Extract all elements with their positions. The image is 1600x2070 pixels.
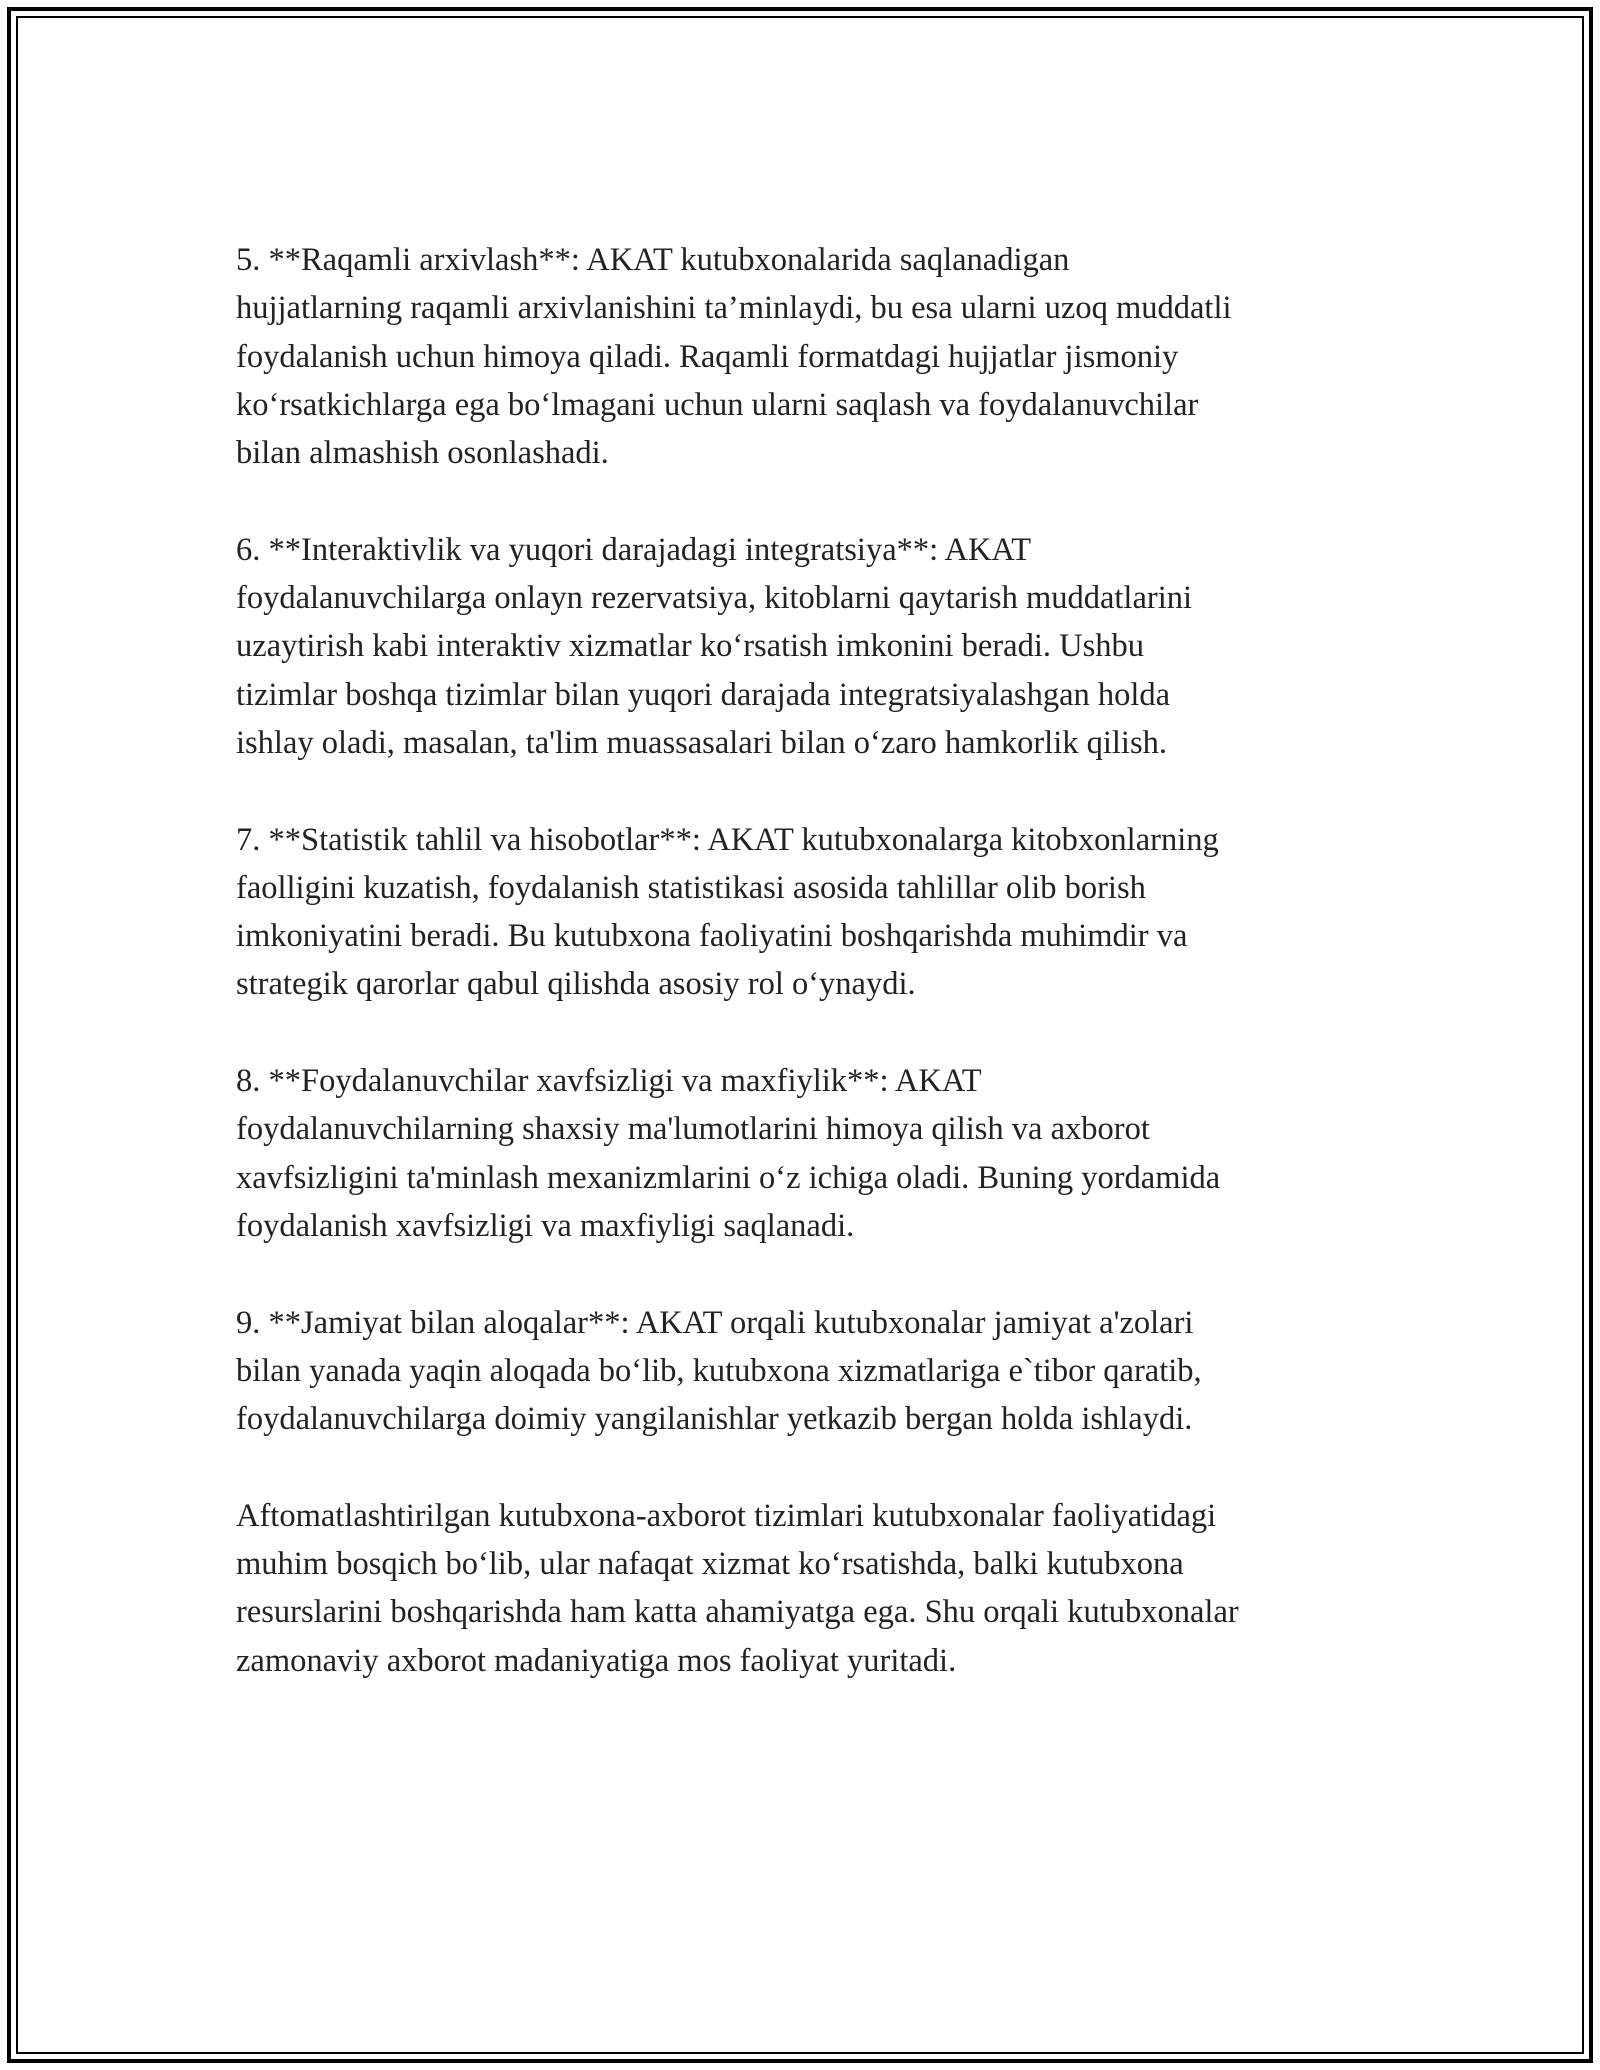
text-line: ishlay oladi, masalan, ta'lim muassasalari bilan o‘zaro hamkorlik qilish. xyxy=(236,724,1167,761)
text-line: foydalanish xavfsizligi va maxfiyligi saqlanadi. xyxy=(236,1207,855,1244)
text-line: 9. **Jamiyat bilan aloqalar**: AKAT orqali kutubxonalar jamiyat a'zolari xyxy=(236,1304,1194,1341)
text-line: zamonaviy axborot madaniyatiga mos faoliyat yuritadi. xyxy=(236,1642,957,1679)
text-line: 7. **Statistik tahlil va hisobotlar**: AKAT kutubxonalarga kitobxonlarning xyxy=(236,821,1219,858)
text-line: 8. **Foydalanuvchilar xavfsizligi va maxfiylik**: AKAT xyxy=(236,1063,982,1100)
text-line: 6. **Interaktivlik va yuqori darajadagi integratsiya**: AKAT xyxy=(236,531,1032,568)
text-line: foydalanish uchun himoya qiladi. Raqamli formatdagi hujjatlar jismoniy xyxy=(236,338,1179,375)
paragraph-item-6-interaktivlik xyxy=(236,526,1396,767)
text-line: hujjatlarning raqamli arxivlanishini ta’minlaydi, bu esa ularni uzoq muddatli xyxy=(236,290,1232,327)
text-line: imkoniyatini beradi. Bu kutubxona faoliyatini boshqarishda muhimdir va xyxy=(236,918,1188,955)
text-line: faolligini kuzatish, foydalanish statistikasi asosida tahlillar olib borish xyxy=(236,869,1146,906)
paragraph-item-5-raqamli-arxivlash xyxy=(236,236,1396,477)
text-line: tizimlar boshqa tizimlar bilan yuqori darajada integratsiyalashgan holda xyxy=(236,676,1171,713)
text-line: xavfsizligini ta'minlash mexanizmlarini o‘z ichiga oladi. Buning yordamida xyxy=(236,1159,1221,1196)
text-line: strategik qarorlar qabul qilishda asosiy rol o‘ynaydi. xyxy=(236,966,916,1003)
text-line: ko‘rsatkichlarga ega bo‘lmagani uchun ularni saqlash va foydalanuvchilar xyxy=(236,386,1199,423)
text-line: uzaytirish kabi interaktiv xizmatlar ko‘rsatish imkonini beradi. Ushbu xyxy=(236,628,1144,665)
text-line: 5. **Raqamli arxivlash**: AKAT kutubxonalarida saqlanadigan xyxy=(236,242,1070,278)
text-line: resurslarini boshqarishda ham katta ahamiyatga ega. Shu orqali kutubxonalar xyxy=(236,1594,1239,1631)
paragraph-item-9-jamiyat xyxy=(236,1299,1396,1444)
text-line: foydalanuvchilarga onlayn rezervatsiya, kitoblarni qaytarish muddatlarini xyxy=(236,580,1193,617)
text-line: Aftomatlashtirilgan kutubxona-axborot tizimlari kutubxonalar faoliyatidagi xyxy=(236,1497,1217,1534)
paragraph-item-7-statistik-tahlil xyxy=(236,816,1396,1009)
document-body xyxy=(236,236,1396,1685)
text-line: muhim bosqich bo‘lib, ular nafaqat xizmat ko‘rsatishda, balki kutubxona xyxy=(236,1546,1184,1583)
paragraph-conclusion xyxy=(236,1492,1396,1685)
text-line: bilan almashish osonlashadi. xyxy=(236,435,609,472)
text-line: foydalanuvchilarning shaxsiy ma'lumotlarini himoya qilish va axborot xyxy=(236,1111,1150,1148)
paragraph-item-8-xavfsizlik xyxy=(236,1057,1396,1250)
text-line: bilan yanada yaqin aloqada bo‘lib, kutubxona xizmatlariga e`tibor qaratib, xyxy=(236,1352,1202,1389)
text-line: foydalanuvchilarga doimiy yangilanishlar yetkazib bergan holda ishlaydi. xyxy=(236,1401,1193,1438)
